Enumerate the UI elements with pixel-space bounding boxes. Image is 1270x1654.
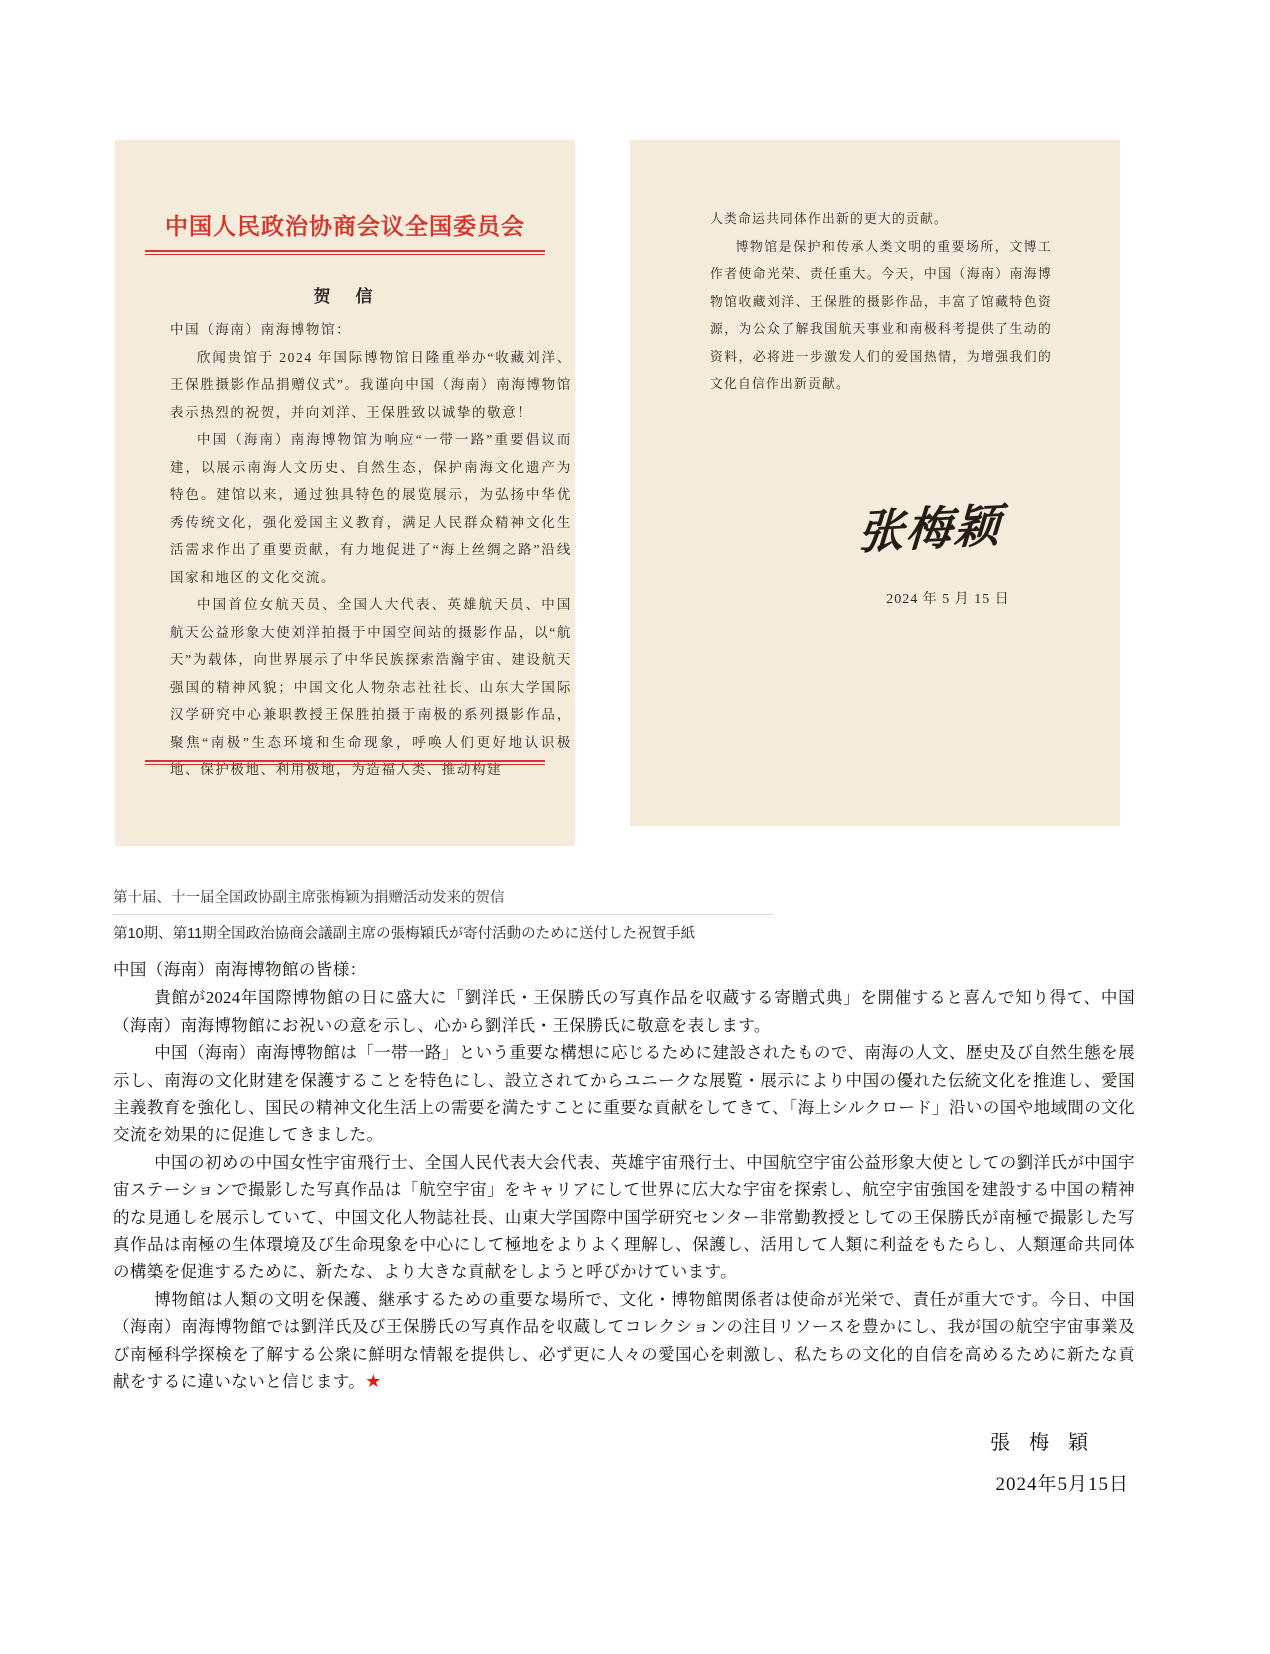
translation-salutation: 中国（海南）南海博物館の皆様： xyxy=(113,960,367,979)
translation-date: 2024年5月15日 xyxy=(995,1473,1129,1495)
translation-paragraph: 中国の初めの中国女性宇宙飛行士、全国人民代表大会代表、英雄宇宙飛行士、中国航空宇宙公益形象大使としての劉洋氏が中国宇宙ステーションで撮影した写真作品は「航空宇宙」をキャリアにして世界に広大な宇宙を探索し、航空宇宙強国を建設する中国の精神的な見通しを展示していて、中国文化人物誌社長、山東大学国際中国学研究センター非常勤教授としての王保勝氏が南極で撮影した写真作品は南極の生体環境及び生命現象を中心にして極地をよりよく理解し、保護し、活用して人類に利益をもたらし、人類運命共同体の構築を促進するために、新たな、より大きな貢献をしようと呼びかけています。 xyxy=(113,1152,1135,1282)
signature-date: 2024 年 5 月 15 日 xyxy=(886,592,1010,607)
page-footer-divider xyxy=(145,760,545,765)
caption-divider xyxy=(113,914,773,915)
letter-body-right xyxy=(710,206,1052,399)
translation-paragraph xyxy=(113,1286,1135,1396)
letter-paragraph: 中国首位女航天员、全国人大代表、英雄航天员、中国航天公益形象大使刘洋拍摄于中国空间站的摄影作品，以“航天”为载体，向世界展示了中华民族探索浩瀚宇宙、建设航天强国的精神风貌；中国文化人物杂志社社长、山东大学国际汉学研究中心兼职教授王保胜拍摄于南极的系列摄影作品，聚焦“南极”生态环境和生命现象，呼唤人们更好地认识极地、保护极地、利用极地，为造福人类、推动构建 xyxy=(170,597,572,777)
letter-paragraph: 欣闻贵馆于 2024 年国际博物馆日隆重举办“收藏刘洋、王保胜摄影作品捐赠仪式”。我谨向中国（海南）南海博物馆表示热烈的祝贺，并向刘洋、王保胜致以诚挚的敬意！ xyxy=(170,349,572,420)
translation-paragraph-text: 博物館は人類の文明を保護、継承するための重要な場所で、文化・博物館関係者は使命が光栄で、責任が重大です。今日、中国（海南）南海博物館では劉洋氏及び王保勝氏の写真作品を収蔵してコレクションの注目リソースを豊かにし、我が国の航空宇宙事業及び南極科学探検を了解する公衆に鮮明な情報を提供し、必ず更に人々の愛国心を刺激し、私たちの文化的自信を高めるために新たな貢献をするに違いないと信じます。 xyxy=(113,1289,1135,1392)
letter-salutation: 中国（海南）南海博物馆： xyxy=(170,322,352,337)
translation-paragraph: 中国（海南）南海博物館は「一帯一路」という重要な構想に応じるために建設されたもので、南海の人文、歴史及び自然生態を展示し、南海の文化財建を保護することを特色にし、設立されてからユニークな展覧・展示により中国の優れた伝統文化を推進し、愛国主義教育を強化し、国民の精神文化生活上の需要を満たすことに重要な貢献をしてきて、「海上シルクロード」沿いの国や地域間の文化交流を効果的に促進してきました。 xyxy=(113,1043,1135,1145)
signature-calligraphy: 张梅颖 xyxy=(856,499,1004,559)
letter-title: 贺 信 xyxy=(313,287,377,306)
caption-japanese: 第10期、第11期全国政治協商会議副主席の張梅穎氏が寄付活動のために送付した祝賀手紙 xyxy=(113,926,696,942)
translation-paragraph: 貴館が2024年国際博物館の日に盛大に「劉洋氏・王保勝氏の写真作品を収蔵する寄贈式典」を開催すると喜んで知り得て、中国（海南）南海博物館にお祝いの意を示し、心から劉洋氏・王保勝氏に敬意を表します。 xyxy=(113,988,1135,1035)
letter-paragraph: 中国（海南）南海博物馆为响应“一带一路”重要倡议而建，以展示南海人文历史、自然生态，保护南海文化遗产为特色。建馆以来，通过独具特色的展览展示，为弘扬中华优秀传统文化，强化爱国主义教育，满足人民群众精神文化生活需求作出了重要贡献，有力地促进了“海上丝绸之路”沿线国家和地区的文化交流。 xyxy=(170,432,572,585)
letter-paragraph: 博物馆是保护和传承人类文明的重要场所，文博工作者使命光荣、责任重大。今天，中国（海南）南海博物馆收藏刘洋、王保胜的摄影作品，丰富了馆藏特色资源，为公众了解我国航天事业和南极科考提供了生动的资料，必将进一步激发人们的爱国热情，为增强我们的文化自信作出新贡献。 xyxy=(710,239,1052,391)
letter-page-left xyxy=(115,140,575,846)
letter-page-right xyxy=(630,140,1120,826)
letter-paragraph-continuation: 人类命运共同体作出新的更大的贡献。 xyxy=(710,212,948,226)
letterhead-title: 中国人民政治协商会议全国委员会 xyxy=(165,214,525,239)
red-star-icon: ★ xyxy=(365,1371,382,1392)
translation-signature: 張 梅 穎 xyxy=(990,1431,1095,1454)
letterhead-divider xyxy=(145,250,545,255)
translation-section xyxy=(113,956,1135,1498)
caption-chinese: 第十届、十一届全国政协副主席张梅颖为捐赠活动发来的贺信 xyxy=(113,890,505,906)
letter-body-left xyxy=(170,316,572,784)
